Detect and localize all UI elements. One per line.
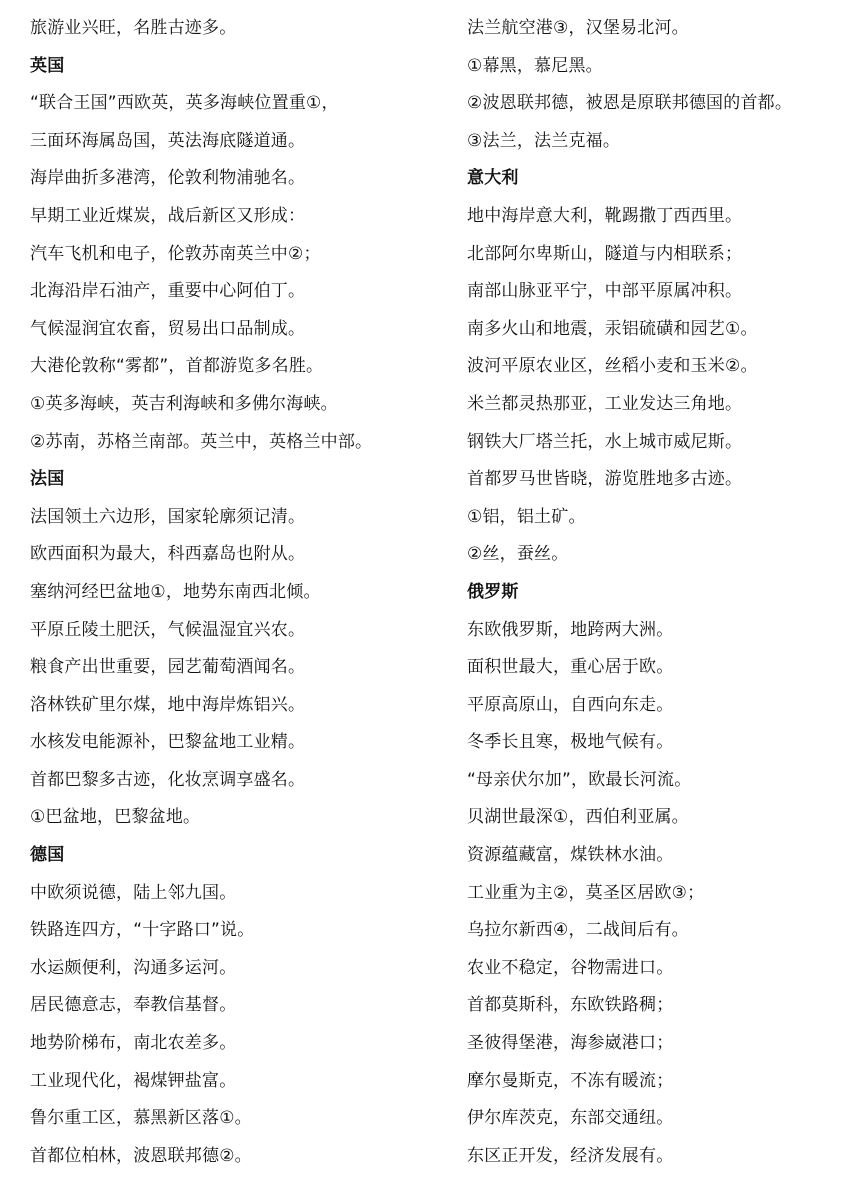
text-line: 旅游业兴旺，名胜古迹多。 [30,18,237,38]
text-line: 平原丘陵土肥沃，气候温湿宜兴农。 [30,619,306,640]
text-line: 工业现代化，褐煤钾盐富。 [30,1070,237,1091]
text-line: 钢铁大厂塔兰托，水上城市威尼斯。 [467,431,743,452]
text-line: ②苏南，苏格兰南部。英兰中，英格兰中部。 [30,431,373,452]
text-line: 塞纳河经巴盆地①，地势东南西北倾。 [30,581,321,602]
text-line: “母亲伏尔加”，欧最长河流。 [467,769,692,790]
text-line: 铁路连四方，“十字路口”说。 [30,920,255,941]
text-line: 大港伦敦称“雾都”，首都游览多名胜。 [30,356,324,377]
left-column [30,10,430,1175]
text-line: ①幕黑，慕尼黑。 [467,55,603,76]
text-line: 洛林铁矿里尔煤，地中海岸炼铝兴。 [30,694,306,715]
text-line: 居民德意志，奉教信基督。 [30,995,237,1016]
right-column [467,10,850,1175]
text-line: ①英多海峡，英吉利海峡和多佛尔海峡。 [30,393,338,414]
section-heading: 意大利 [467,168,519,189]
section-heading: 英国 [30,55,65,76]
text-line: ①巴盆地，巴黎盆地。 [30,807,201,828]
text-line: 资源蕴藏富，煤铁林水油。 [467,845,674,866]
text-line: 摩尔曼斯克，不冻有暖流； [467,1070,674,1091]
text-line: 工业重为主②，莫圣区居欧③； [467,882,705,903]
text-line: ①铝，铝土矿。 [467,506,586,527]
text-line: 首都罗马世皆晓，游览胜地多古迹。 [467,469,743,490]
text-line: 北海沿岸石油产，重要中心阿伯丁。 [30,281,306,302]
text-line: 水核发电能源补，巴黎盆地工业精。 [30,732,306,753]
section-heading: 德国 [30,845,65,866]
text-line: 法国领土六边形，国家轮廓须记清。 [30,506,306,527]
text-line: ③法兰，法兰克福。 [467,130,621,151]
text-line: 贝湖世最深①，西伯利亚属。 [467,807,689,828]
text-line: 法兰航空港③，汉堡易北河。 [467,18,689,38]
text-line: 欧西面积为最大，科西嘉岛也附从。 [30,544,306,565]
text-line: 早期工业近煤炭，战后新区又形成： [30,205,306,226]
text-line: 地势阶梯布，南北农差多。 [30,1033,237,1054]
text-line: 南多火山和地震，汞铝硫磺和园艺①。 [467,318,758,339]
text-line: “联合王国”西欧英，英多海峡位置重①， [30,93,339,114]
text-line: 冬季长且寒，极地气候有。 [467,732,674,753]
text-line: 首都位柏林，波恩联邦德②。 [30,1145,252,1166]
text-line: 海岸曲折多港湾，伦敦利物浦驰名。 [30,168,306,189]
text-line: 中欧须说德，陆上邻九国。 [30,882,237,903]
text-line: 南部山脉亚平宁，中部平原属冲积。 [467,281,743,302]
text-line: 首都巴黎多古迹，化妆烹调享盛名。 [30,769,306,790]
text-line: 面积世最大，重心居于欧。 [467,657,674,678]
text-line: 乌拉尔新西④，二战间后有。 [467,920,689,941]
text-line: 平原高原山，自西向东走。 [467,694,674,715]
text-line: 水运颇便利，沟通多运河。 [30,957,237,978]
text-line: 汽车飞机和电子，伦敦苏南英兰中②； [30,243,321,264]
text-line: 圣彼得堡港，海参崴港口； [467,1033,674,1054]
text-line: 波河平原农业区，丝稻小麦和玉米②。 [467,356,758,377]
text-line: 米兰都灵热那亚，工业发达三角地。 [467,393,743,414]
text-line: 三面环海属岛国，英法海底隧道通。 [30,130,306,151]
text-line: 首都莫斯科，东欧铁路稠； [467,995,674,1016]
text-line: 北部阿尔卑斯山，隧道与内相联系； [467,243,743,264]
section-heading: 俄罗斯 [467,581,519,602]
section-heading: 法国 [30,469,65,490]
text-line: 东区正开发，经济发展有。 [467,1145,674,1166]
text-line: 农业不稳定，谷物需进口。 [467,957,674,978]
text-line: 鲁尔重工区，慕黑新区落①。 [30,1108,252,1129]
text-line: 地中海岸意大利，靴踢撒丁西西里。 [467,205,743,226]
text-line: 粮食产出世重要，园艺葡萄酒闻名。 [30,657,306,678]
text-line: ②丝，蚕丝。 [467,544,569,565]
text-line: 气候湿润宜农畜，贸易出口品制成。 [30,318,306,339]
text-line: 东欧俄罗斯，地跨两大洲。 [467,619,674,640]
text-line: ②波恩联邦德，被恩是原联邦德国的首都。 [467,93,793,114]
text-line: 伊尔库茨克，东部交通纽。 [467,1108,674,1129]
